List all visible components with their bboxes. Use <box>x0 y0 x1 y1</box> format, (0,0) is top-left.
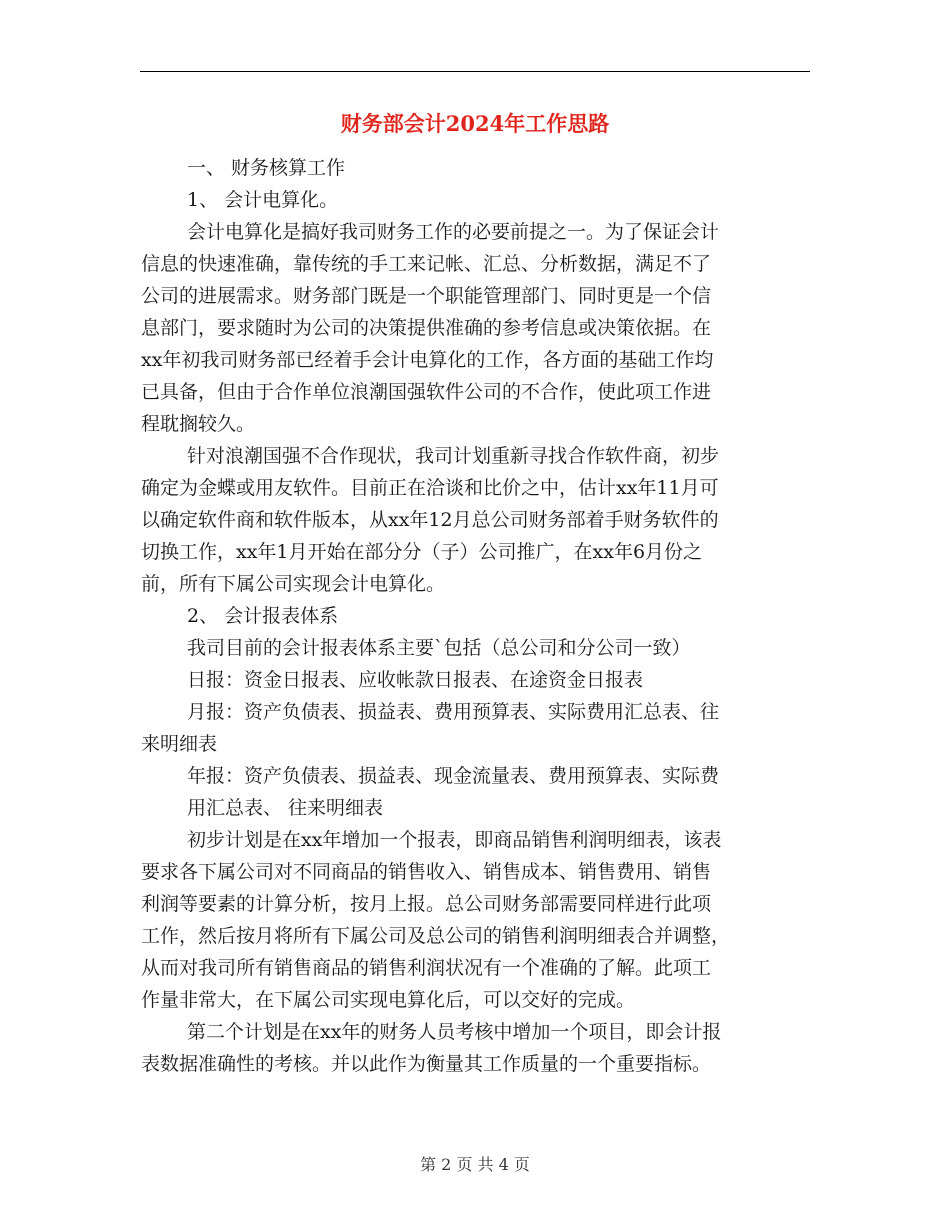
text-line: 信息的快速准确，靠传统的手工来记帐、汇总、分析数据，满足不了 <box>141 253 712 275</box>
header-rule <box>140 71 810 72</box>
text-line: xx年初我司财务部已经着手会计电算化的工作，各方面的基础工作均 <box>141 349 714 371</box>
text-line: 息部门，要求随时为公司的决策提供准确的参考信息或决策依据。在 <box>141 317 712 339</box>
text-line: 年报：资产负债表、损益表、现金流量表、费用预算表、实际费 <box>187 765 720 787</box>
document-body <box>141 152 813 1080</box>
text-line: 月报：资产负债表、损益表、费用预算表、实际费用汇总表、往 <box>187 701 720 723</box>
text-line: 会计电算化是搞好我司财务工作的必要前提之一。为了保证会计 <box>187 221 720 243</box>
text-line: 第二个计划是在xx年的财务人员考核中增加一个项目，即会计报 <box>187 1021 722 1043</box>
text-line: 来明细表 <box>141 733 218 755</box>
text-line: 2、 会计报表体系 <box>187 605 339 627</box>
text-line: 工作，然后按月将所有下属公司及总公司的销售利润明细表合并调整， <box>141 925 731 947</box>
text-line: 1、 会计电算化。 <box>187 189 339 211</box>
text-line: 从而对我司所有销售商品的销售利润状况有一个准确的了解。此项工 <box>141 957 712 979</box>
text-line: 前，所有下属公司实现会计电算化。 <box>141 573 446 595</box>
text-line: 切换工作，xx年1月开始在部分分（子）公司推广，在xx年6月份之 <box>141 541 703 563</box>
text-line: 一、 财务核算工作 <box>187 157 346 179</box>
page-footer: 第 2 页 共 4 页 <box>420 1155 530 1174</box>
text-line: 公司的进展需求。财务部门既是一个职能管理部门、同时更是一个信 <box>141 285 712 307</box>
text-line: 确定为金蝶或用友软件。目前正在洽谈和比价之中，估计xx年11月可 <box>141 477 719 499</box>
text-line: 用汇总表、 往来明细表 <box>187 797 384 819</box>
text-line: 表数据准确性的考核。并以此作为衡量其工作质量的一个重要指标。 <box>141 1053 712 1075</box>
document-title: 财务部会计2024年工作思路 <box>340 111 610 136</box>
text-line: 针对浪潮国强不合作现状，我司计划重新寻找合作软件商，初步 <box>187 445 720 467</box>
text-line: 日报：资金日报表、应收帐款日报表、在途资金日报表 <box>187 669 644 691</box>
text-line: 我司目前的会计报表体系主要`包括（总公司和分公司一致） <box>187 637 691 659</box>
text-line: 已具备，但由于合作单位浪潮国强软件公司的不合作，使此项工作进 <box>141 381 712 403</box>
text-line: 利润等要素的计算分析，按月上报。总公司财务部需要同样进行此项 <box>141 893 712 915</box>
text-line: 作量非常大，在下属公司实现电算化后，可以交好的完成。 <box>141 989 636 1011</box>
text-line: 初步计划是在xx年增加一个报表，即商品销售利润明细表，该表 <box>187 829 722 851</box>
text-line: 以确定软件商和软件版本，从xx年12月总公司财务部着手财务软件的 <box>141 509 719 531</box>
text-line: 程耽搁较久。 <box>141 413 256 435</box>
text-line: 要求各下属公司对不同商品的销售收入、销售成本、销售费用、销售 <box>141 861 712 883</box>
